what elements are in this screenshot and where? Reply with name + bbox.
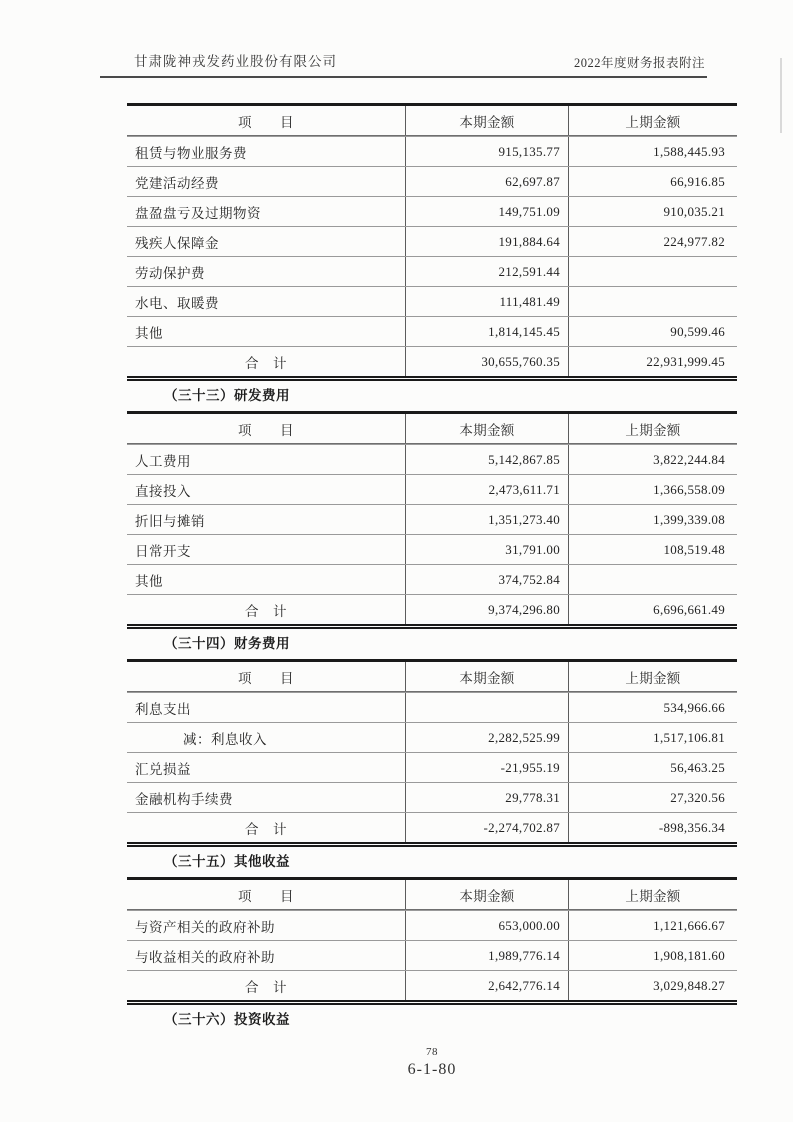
item-label-cell (127, 227, 405, 256)
item-label-cell (127, 287, 405, 316)
prior-amount-cell (568, 505, 737, 534)
item-label-cell-text: 合 计 (245, 979, 287, 995)
item-column-header-text: 项 目 (238, 114, 294, 130)
company-name: 甘肃陇神戎发药业股份有限公司 (134, 54, 337, 69)
table-row (127, 504, 737, 534)
current-period-column-header-text: 本期金额 (459, 422, 515, 438)
page-footer (127, 1046, 737, 1079)
current-amount-cell (405, 971, 568, 1000)
item-label-cell-text: 与资产相关的政府补助 (135, 919, 275, 935)
current-period-column-header (405, 662, 568, 691)
item-label-cell-text: 水电、取暖费 (135, 295, 219, 311)
prior-amount-cell-text: 3,029,848.27 (653, 977, 725, 993)
item-label-cell (127, 783, 405, 812)
table-header-row (127, 880, 737, 910)
current-amount-cell (405, 347, 568, 376)
item-label-cell (127, 167, 405, 196)
table-row (127, 782, 737, 812)
item-label-cell-text: 与收益相关的政府补助 (135, 949, 275, 965)
item-label-cell-text: 减：利息收入 (183, 731, 267, 747)
item-label-cell (127, 505, 405, 534)
table-row (127, 226, 737, 256)
current-amount-cell-text: 149,751.09 (498, 203, 560, 219)
current-amount-cell (405, 137, 568, 166)
current-amount-cell-text: 31,791.00 (505, 541, 560, 557)
current-amount-cell-text: 62,697.87 (505, 173, 560, 189)
table-row (127, 692, 737, 722)
item-label-cell (127, 197, 405, 226)
current-amount-cell-text: 915,135.77 (498, 143, 560, 159)
management-expense-table (127, 103, 737, 381)
prior-amount-cell (568, 197, 737, 226)
current-amount-cell (405, 565, 568, 594)
item-label-cell (127, 347, 405, 376)
current-period-column-header (405, 880, 568, 909)
item-label-cell-text: 其他 (135, 325, 163, 341)
current-amount-cell (405, 911, 568, 940)
prior-amount-cell-text: 27,320.56 (670, 789, 725, 805)
prior-amount-cell (568, 445, 737, 474)
table-row (127, 534, 737, 564)
current-period-column-header (405, 414, 568, 443)
item-label-cell (127, 535, 405, 564)
prior-amount-cell (568, 783, 737, 812)
prior-amount-cell-text: 66,916.85 (670, 173, 725, 189)
financial-expense-table (127, 659, 737, 847)
item-label-cell-text: 利息支出 (135, 701, 191, 717)
item-label-cell-text: 合 计 (245, 355, 287, 371)
prior-period-column-header-text: 上期金额 (625, 888, 681, 904)
table-row (127, 910, 737, 940)
total-row (127, 812, 737, 842)
item-label-cell-text: 折旧与摊销 (135, 513, 205, 529)
item-label-cell (127, 565, 405, 594)
current-amount-cell (405, 505, 568, 534)
prior-period-column-header-text: 上期金额 (625, 422, 681, 438)
current-amount-cell (405, 723, 568, 752)
section-35-heading: （三十五）其他收益 (164, 854, 290, 869)
current-amount-cell (405, 941, 568, 970)
section-34-heading: （三十四）财务费用 (164, 636, 290, 651)
current-amount-cell (405, 475, 568, 504)
item-label-cell (127, 693, 405, 722)
item-label-cell-text: 金融机构手续费 (135, 791, 233, 807)
prior-amount-cell-text: 224,977.82 (663, 233, 725, 249)
item-label-cell (127, 941, 405, 970)
prior-amount-cell-text: 1,588,445.93 (653, 143, 725, 159)
total-row (127, 970, 737, 1000)
item-column-header-text: 项 目 (238, 888, 294, 904)
current-amount-cell-text: 2,642,776.14 (488, 977, 560, 993)
current-amount-cell (405, 813, 568, 842)
prior-amount-cell (568, 565, 737, 594)
current-amount-cell-text: 2,473,611.71 (488, 481, 560, 497)
current-amount-cell (405, 535, 568, 564)
prior-period-column-header-text: 上期金额 (625, 114, 681, 130)
current-amount-cell (405, 693, 568, 722)
current-amount-cell-text: -21,955.19 (500, 759, 560, 775)
item-column-header (127, 880, 405, 909)
item-label-cell-text: 劳动保护费 (135, 265, 205, 281)
item-column-header (127, 662, 405, 691)
current-amount-cell-text: 9,374,296.80 (488, 601, 560, 617)
item-label-cell (127, 317, 405, 346)
prior-period-column-header (568, 662, 737, 691)
current-period-column-header-text: 本期金额 (459, 888, 515, 904)
table-header-row (127, 414, 737, 444)
prior-amount-cell (568, 813, 737, 842)
prior-amount-cell-text: 108,519.48 (663, 541, 725, 557)
current-amount-cell (405, 595, 568, 624)
prior-amount-cell-text: 6,696,661.49 (653, 601, 725, 617)
prior-amount-cell-text: 1,908,181.60 (653, 947, 725, 963)
current-amount-cell-text: 29,778.31 (505, 789, 560, 805)
prior-amount-cell-text: 1,366,558.09 (653, 481, 725, 497)
page-number: 78 (426, 1046, 438, 1058)
scan-edge-artifact (780, 58, 782, 133)
current-amount-cell-text: 374,752.84 (498, 571, 560, 587)
header-rule (100, 76, 707, 78)
item-label-cell-text: 汇兑损益 (135, 761, 191, 777)
prior-amount-cell (568, 753, 737, 782)
current-amount-cell (405, 317, 568, 346)
current-amount-cell-text: 653,000.00 (498, 917, 560, 933)
current-amount-cell-text: 2,282,525.99 (488, 729, 560, 745)
table-row (127, 564, 737, 594)
table-row (127, 722, 737, 752)
current-amount-cell-text: 1,351,273.40 (488, 511, 560, 527)
item-label-cell-text: 盘盈盘亏及过期物资 (135, 205, 261, 221)
item-column-header (127, 414, 405, 443)
item-label-cell (127, 595, 405, 624)
section-36-heading: （三十六）投资收益 (164, 1012, 290, 1027)
table-row (127, 196, 737, 226)
item-column-header-text: 项 目 (238, 422, 294, 438)
prior-amount-cell-text: 534,966.66 (663, 699, 725, 715)
total-row (127, 594, 737, 624)
prior-period-column-header (568, 880, 737, 909)
item-label-cell (127, 971, 405, 1000)
item-label-cell-text: 日常开支 (135, 543, 191, 559)
prior-period-column-header (568, 414, 737, 443)
prior-amount-cell (568, 287, 737, 316)
document-title: 2022年度财务报表附注 (573, 56, 705, 70)
prior-period-column-header-text: 上期金额 (625, 670, 681, 686)
section-33-heading: （三十三）研发费用 (164, 388, 290, 403)
item-label-cell (127, 137, 405, 166)
current-amount-cell-text: 1,989,776.14 (488, 947, 560, 963)
prior-amount-cell (568, 475, 737, 504)
table-row (127, 136, 737, 166)
table-row (127, 286, 737, 316)
prior-amount-cell-text: 910,035.21 (663, 203, 725, 219)
item-label-cell (127, 753, 405, 782)
item-label-cell-text: 租赁与物业服务费 (135, 145, 247, 161)
item-column-header (127, 106, 405, 135)
prior-amount-cell (568, 535, 737, 564)
table-row (127, 752, 737, 782)
item-column-header-text: 项 目 (238, 670, 294, 686)
table-row (127, 316, 737, 346)
item-label-cell (127, 257, 405, 286)
current-amount-cell-text: 212,591.44 (498, 263, 560, 279)
item-label-cell (127, 911, 405, 940)
prior-amount-cell (568, 227, 737, 256)
current-amount-cell (405, 227, 568, 256)
current-amount-cell (405, 445, 568, 474)
prior-amount-cell-text: 3,822,244.84 (653, 451, 725, 467)
prior-amount-cell-text: 1,517,106.81 (653, 729, 725, 745)
table-row (127, 166, 737, 196)
current-amount-cell (405, 783, 568, 812)
current-period-column-header (405, 106, 568, 135)
current-amount-cell-text: 191,884.64 (498, 233, 560, 249)
current-amount-cell (405, 287, 568, 316)
current-amount-cell-text: 1,814,145.45 (488, 323, 560, 339)
table-header-row (127, 106, 737, 136)
current-period-column-header-text: 本期金额 (459, 670, 515, 686)
item-label-cell-text: 其他 (135, 573, 163, 589)
notes-content (127, 103, 737, 1035)
prior-period-column-header (568, 106, 737, 135)
current-amount-cell (405, 167, 568, 196)
item-label-cell-text: 合 计 (245, 821, 287, 837)
prior-amount-cell (568, 257, 737, 286)
item-label-cell (127, 723, 405, 752)
current-amount-cell (405, 197, 568, 226)
prior-amount-cell-text: 90,599.46 (670, 323, 725, 339)
current-amount-cell-text: 111,481.49 (499, 293, 560, 309)
current-period-column-header-text: 本期金额 (459, 114, 515, 130)
table-row (127, 444, 737, 474)
item-label-cell-text: 直接投入 (135, 483, 191, 499)
prior-amount-cell (568, 595, 737, 624)
table-row (127, 940, 737, 970)
prior-amount-cell-text: 56,463.25 (670, 759, 725, 775)
prior-amount-cell (568, 723, 737, 752)
table-header-row (127, 662, 737, 692)
item-label-cell (127, 475, 405, 504)
other-income-table (127, 877, 737, 1005)
prior-amount-cell (568, 693, 737, 722)
item-label-cell (127, 813, 405, 842)
current-amount-cell-text: 30,655,760.35 (481, 353, 560, 369)
prior-amount-cell-text: 22,931,999.45 (646, 353, 725, 369)
prior-amount-cell (568, 941, 737, 970)
table-row (127, 474, 737, 504)
prior-amount-cell (568, 167, 737, 196)
item-label-cell-text: 党建活动经费 (135, 175, 219, 191)
current-amount-cell-text: -2,274,702.87 (483, 819, 560, 835)
current-amount-cell (405, 753, 568, 782)
item-label-cell-text: 合 计 (245, 603, 287, 619)
current-amount-cell (405, 257, 568, 286)
table-row (127, 256, 737, 286)
prior-amount-cell (568, 317, 737, 346)
item-label-cell-text: 残疾人保障金 (135, 235, 219, 251)
prior-amount-cell-text: 1,121,666.67 (653, 917, 725, 933)
prior-amount-cell (568, 347, 737, 376)
prior-amount-cell (568, 911, 737, 940)
document-code: 6-1-80 (407, 1061, 457, 1078)
prior-amount-cell-text: -898,356.34 (658, 819, 725, 835)
prior-amount-cell (568, 137, 737, 166)
prior-amount-cell-text: 1,399,339.08 (653, 511, 725, 527)
prior-amount-cell (568, 971, 737, 1000)
current-amount-cell-text: 5,142,867.85 (488, 451, 560, 467)
item-label-cell-text: 人工费用 (135, 453, 191, 469)
total-row (127, 346, 737, 376)
item-label-cell (127, 445, 405, 474)
rd-expense-table (127, 411, 737, 629)
